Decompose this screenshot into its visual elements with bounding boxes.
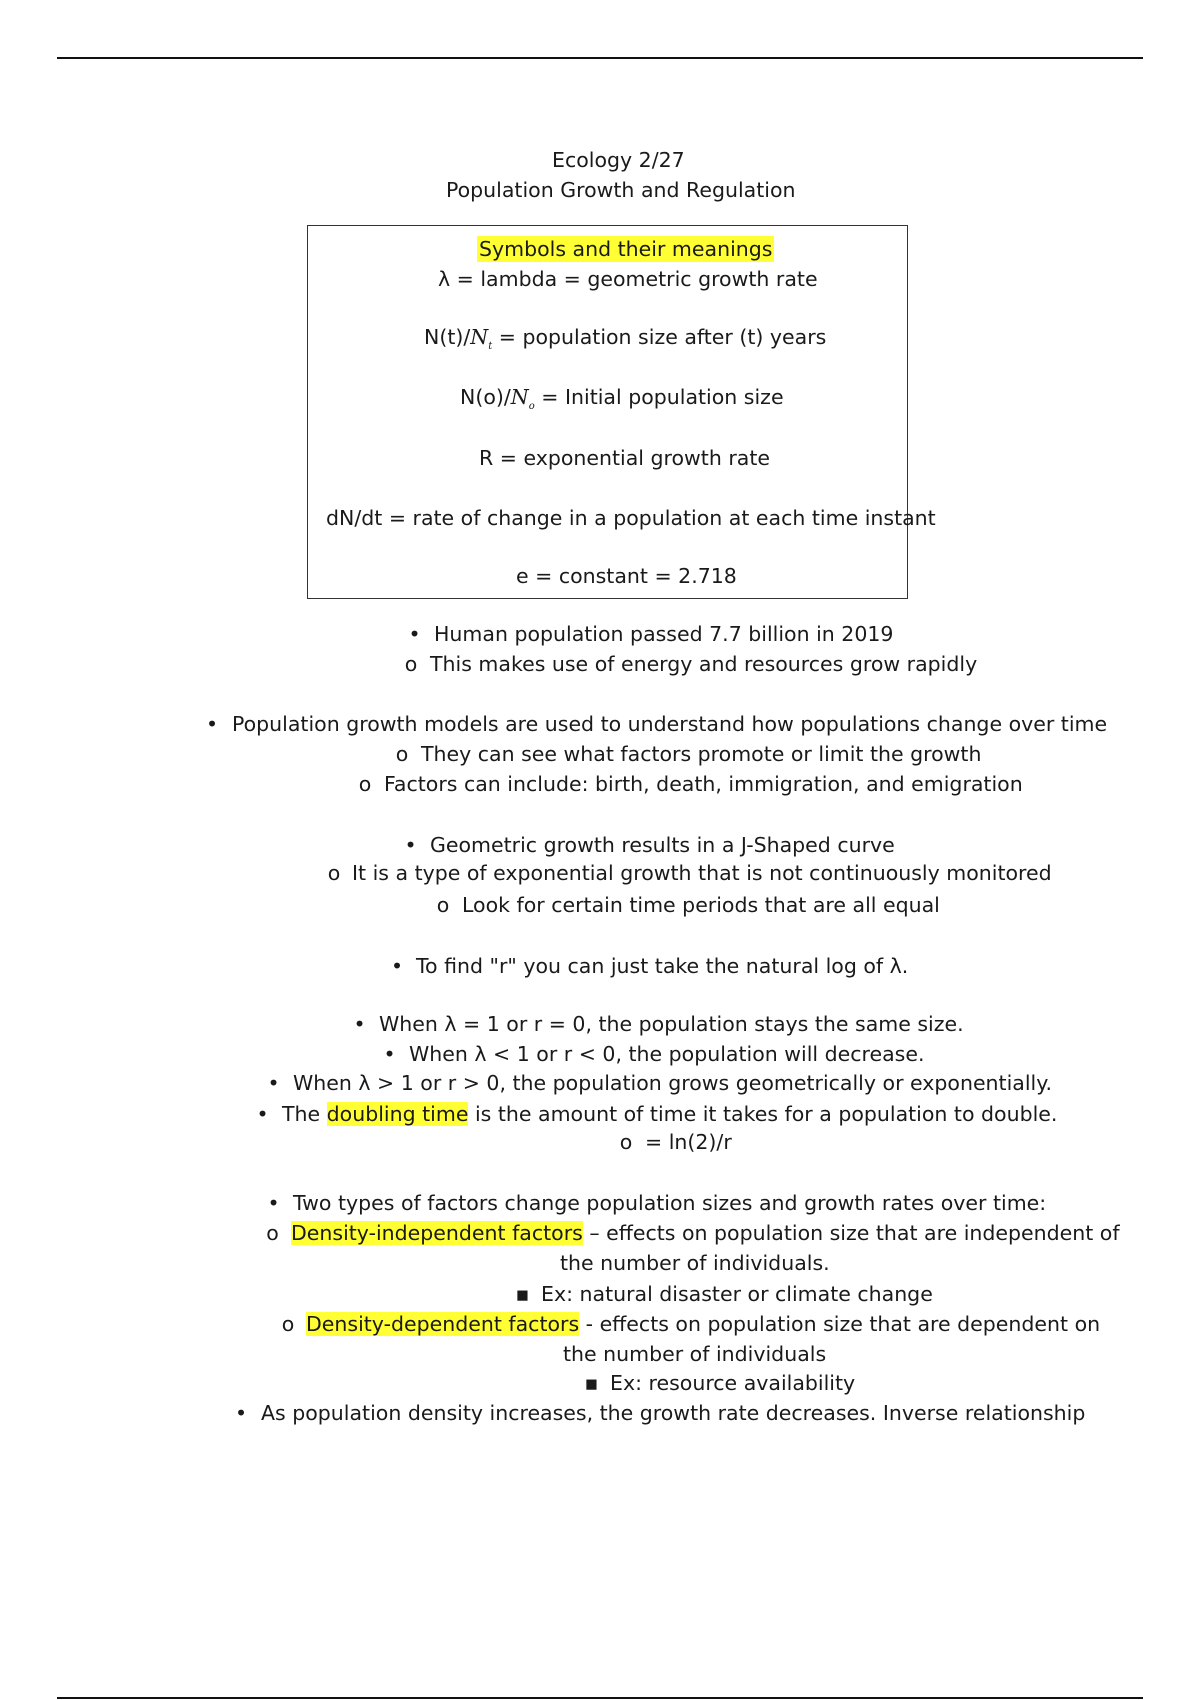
density-dependent-continued: the number of individuals — [563, 1342, 827, 1366]
symbol-r: R = exponential growth rate — [479, 446, 770, 470]
sub-density-independent: o Density-independent factors – effects on population size that are independent of — [254, 1220, 1120, 1246]
bullet-marker: • — [267, 1071, 280, 1095]
symbol-no-pre: N(o)/ — [460, 385, 511, 409]
bullet-lambda-equal: • When λ = 1 or r = 0, the population stays the same size. — [340, 1011, 964, 1037]
bullet-marker: • — [205, 712, 219, 736]
sub-exponential-type: o It is a type of exponential growth that is not continuously monitored — [316, 860, 1052, 886]
sub-time-periods: o Look for certain time periods that are all equal — [424, 892, 940, 918]
bullet-marker: • — [234, 1401, 248, 1425]
bullet-two-types: • Two types of factors change population sizes and growth rates over time: — [254, 1190, 1046, 1216]
symbol-e: e = constant = 2.718 — [516, 564, 737, 588]
circle-marker: o — [395, 742, 409, 766]
symbol-dndt: dN/dt = rate of change in a population at each time instant — [326, 506, 936, 530]
sub-promote-limit: o They can see what factors promote or limit the growth — [383, 741, 981, 767]
bullet-human-population: • Human population passed 7.7 billion in 2019 — [395, 621, 893, 647]
bullet-doubling-time: • The doubling time is the amount of time it takes for a population to double. — [243, 1101, 1057, 1127]
circle-marker: o — [358, 772, 372, 796]
bullet-growth-models: • Population growth models are used to understand how populations change over time — [192, 711, 1107, 737]
bullet-inverse-relationship: • As population density increases, the growth rate decreases. Inverse relationship — [221, 1400, 1085, 1426]
sub-doubling-formula: o = ln(2)/r — [607, 1129, 732, 1155]
sub-disaster-example: ▪ Ex: natural disaster or climate change — [504, 1281, 933, 1307]
symbol-no-post: = Initial population size — [534, 385, 784, 409]
density-independent-term: Density-independent factors — [291, 1221, 583, 1245]
bullet-marker: • — [353, 1012, 366, 1036]
doc-title: Ecology 2/27 — [552, 148, 685, 172]
bullet-marker: • — [256, 1102, 269, 1126]
bullet-find-r: • To find "r" you can just take the natural log of λ. — [378, 953, 908, 979]
bottom-rule — [57, 1697, 1143, 1699]
bullet-lambda-greater: • When λ > 1 or r > 0, the population grows geometrically or exponentially. — [254, 1070, 1052, 1096]
square-marker: ▪ — [515, 1282, 530, 1306]
bullet-marker: • — [383, 1042, 396, 1066]
circle-marker: o — [327, 861, 341, 885]
symbol-nt-sym: $N_t$ — [470, 325, 493, 353]
circle-marker: o — [619, 1130, 633, 1154]
sub-energy-resources: o This makes use of energy and resources grow rapidly — [392, 651, 977, 677]
bullet-lambda-less: • When λ < 1 or r < 0, the population will decrease. — [370, 1041, 924, 1067]
circle-marker: o — [281, 1312, 295, 1336]
symbol-no — [460, 384, 784, 420]
bullet-marker: • — [408, 622, 421, 646]
symbol-no-sym: $N_o$ — [510, 385, 535, 413]
symbol-nt — [424, 324, 826, 360]
sub-factors-include: o Factors can include: birth, death, immigration, and emigration — [346, 771, 1023, 797]
circle-marker: o — [266, 1221, 279, 1245]
top-rule — [57, 57, 1143, 59]
symbol-nt-post: = population size after (t) years — [492, 325, 827, 349]
sub-density-dependent: o Density-dependent factors - effects on population size that are dependent on — [270, 1311, 1100, 1337]
sub-resource-example: ▪ Ex: resource availability — [573, 1370, 855, 1396]
symbol-nt-pre: N(t)/ — [424, 325, 471, 349]
doc-subtitle: Population Growth and Regulation — [446, 178, 796, 202]
bullet-geometric-growth: • Geometric growth results in a J-Shaped curve — [391, 832, 895, 858]
square-marker: ▪ — [584, 1371, 599, 1395]
circle-marker: o — [436, 893, 450, 917]
doubling-time-highlight: doubling time — [326, 1102, 469, 1126]
circle-marker: o — [404, 652, 418, 676]
bullet-marker: • — [404, 833, 417, 857]
symbols-heading: Symbols and their meanings — [479, 237, 773, 261]
bullet-marker: • — [267, 1191, 280, 1215]
symbol-lambda: λ = lambda = geometric growth rate — [438, 267, 818, 291]
density-independent-continued: the number of individuals. — [560, 1251, 830, 1275]
density-dependent-term: Density-dependent factors — [306, 1312, 580, 1336]
bullet-marker: • — [390, 954, 404, 978]
